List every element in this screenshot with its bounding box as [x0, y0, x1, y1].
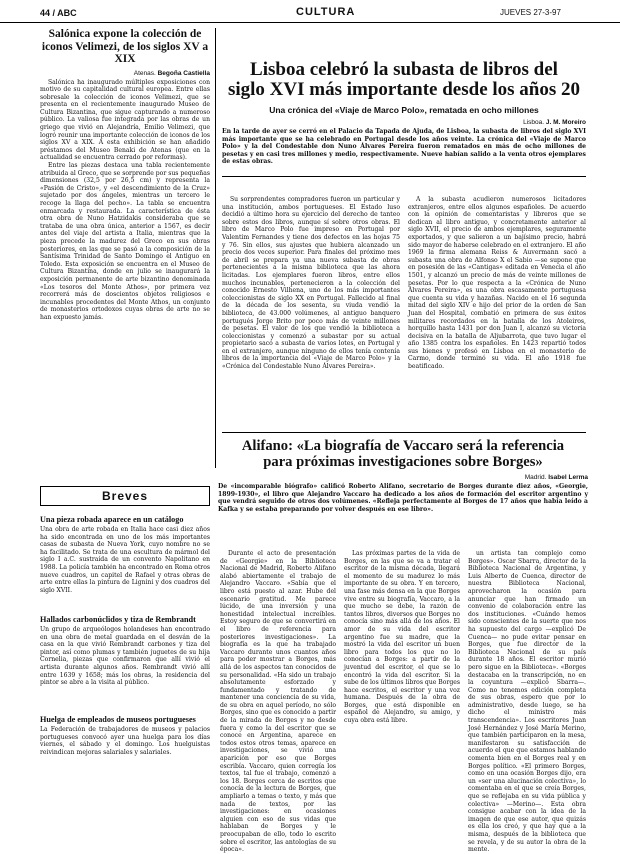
alifano-byline — [218, 474, 588, 481]
breve-text: Una obra de arte robada en Italia hace casi diez años ha sido encontrada en uno de los más importantes casas de subasta de Nueva York, cuyo nombre no se ha facilitado. Se trata de una escultura de mármol del siglo I a.C. sustraída de un convento Napolitano en 1988. La policía también ha encontrado en Roma otros nueve cuadros, un capitel de Rafael y otras obras de arte entre ellas la pintura de Lignini y dos cuadros del siglo XVII. — [40, 526, 211, 594]
breve-title: Huelga de empleados de museos portugueses — [40, 715, 196, 724]
lisboa-title-line2: siglo XVI más importante desde los años 20 — [227, 79, 581, 100]
lisboa-byline-author: J. M. Moreiro — [545, 119, 586, 126]
salonica-article — [40, 28, 210, 503]
lisboa-byline-place: Lisboa. — [523, 119, 545, 126]
breve-text: Un grupo de arqueólogos holandeses han encontrado en una obra de metal guardada en el desván de la casa en la que vivió Rembrandt carbones y tiza del pintor, así como plumas y también juguetes de su hija Cornelia, piezas que confirmaron que allí vivió el artista durante algunos años. Rembrandt vivió allí entre 1639 y 1658; más los obras, la residencia del pintor se abre a la visita al público. — [40, 626, 210, 687]
alifano-col2-text: Las próximas partes de la vida de Borges, en las que se va a tratar el escritor de la misma década, llegará el momento de su madurez lo más importante de su obra. Y en tercero, una fase más densa en la que Borges vive entre su biografía, Vaccaro, a la que mucho se debe, la razón de tantos libros, diversos que Borges no conocía sino más allá de los años. El amor de su vida del escritor argentino fue su madre, que la mostró la vida del escritor un buen libro para todos los que no lo conocían a Borges: a partir de la juventud del escritor, el que se lo encontró la vida del escritor. Si la sube de los últimos libros que Borges hace escritos, el escritor y una voz humana. Después de la obra de Borges, que está disponible en español de Alejandro, su amigo, y cuya obra está libre. — [344, 550, 460, 725]
lisboa-title-line1: Lisboa celebró la subasta de libros del — [250, 59, 558, 80]
alifano-byline-place: Madrid. — [524, 474, 547, 481]
breves-heading: Breves — [40, 486, 210, 506]
lisboa-dek: Una crónica del «Viaje de Marco Polo», rematada en ocho millones — [269, 105, 539, 115]
lisboa-col2-text: A la subasta acudieron numerosos licitadores extranjeros, entre ellos algunos españoles. De acuerdo con la opinión de comentaristas y libreros que se dedican al libro antiguo, y concretamente anterior al siglo XVII, el precio de ambos ejemplares, seguramente exportados, y que salieron a un bajísimo precio, habrá sido mayor de haberse celebrado en el extranjero. El año 1969 la firma alemana Reiss & Auvermann sacó a subasta una obra de Alfonso X el Sabio —se supone que en posesión de las «Cantigas» editada en Venecia el año 1501, y alcanzó un precio de más de veinte millones de pesetas. Por lo que respecta a la «Crónica de Nuno Álvares Pereira», es una obra escasamente portuguesa que cuenta su vida y hazañas. Nacido en el 16 segunda mitad del siglo XIV e hijo del prior de la orden de San Juan del Hospital, combatió en primera de sus éxitos militares recordados en la batalla de los Atoleiros, horquillo hasta 1431 por don Juan I, alcanzó su victoria decisiva en la batalla de Aljubarrota, que tuvo lugar el año 1385 contra los españoles. En 1423 repartió todos sus bienes y profesó en Lisboa en el monasterio de Carmo, donde terminó su vida. El año 1918 fue beatificado. — [408, 196, 586, 371]
alifano-article — [218, 438, 588, 521]
alifano-column-1 — [220, 550, 336, 854]
salonica-byline-place: Atenas. — [133, 69, 156, 77]
lisboa-column-2 — [408, 196, 586, 428]
lisboa-lead-rule — [222, 176, 586, 177]
lisboa-lead: En la tarde de ayer se cerró en el Palacio da Tapada de Ajuda, de Lisboa, la subasta de libros del siglo XVI más importante que se ha celebrado en Portugal desde los años veinte. La crónica del «Viaje de Marco Polo» y la del Condestable don Nuno Álvares Pereira fueron rematados en más de ocho millones de pesetas y en casi tres millones y medio, respectivamente. Nueve habían salido a la venta otros ejemplares de estas obras. — [222, 128, 586, 166]
page-number: 44 / ABC — [40, 8, 77, 18]
alifano-col3-text: un artista tan complejo como Borges». Oscar Sbarra, director de la Biblioteca Nacional de Argentina, y Luis Alberto de Cuenca, director de nuestra Biblioteca Nacional, aprovecharon la ocasión para anunciar que han firmado un convenio de colaboración entre las dos instituciones. «Cuándo hemos sido conscientes de la suerte que nos ha supuesto del cargo —explicó De Cuenca— no pude evitar pensar en Borges, que fue director de la Biblioteca Nacional de su país durante 18 años. El escritor murió pero sigue en la Biblioteca». «Borges destacaba en la transcripción, no en la coyuntura —explicó Sbarra—. Como no tenemos edición completa de sus obras, espero que por lo administrativo, desde luego, se ha dicho el ministro más transcendencia». Los escritores Juan José Hernández y José María Merino, que también participaron en la mesa, manifestaron su satisfacción de acuerdo el que que estamos hablando comenta bien en el Borges real y en Borges político. «El primero Borges, como en una ocasión Borges dijo, era un «ser una alucinación colectiva», lo comentaba en el que se creía Borges, que se reflejaba en su vida pública y colectiva» —Merino—. Esta obra consigue acabar con la idea de la imagen de que ese autor, que quizás es ella los creó, y que hay que a la misma, después de la biblioteca que se revela, y de su autor la obra de la mente. — [468, 550, 586, 854]
breve-text: La Federación de trabajadores de museos y palacios portugueses convocó ayer una huelga para los días viernes, el sábado y el domingo. Los huelguistas reivindican mejoras salariales y salariales. — [40, 726, 210, 756]
salonica-byline — [40, 70, 210, 77]
alifano-title-line2: para próximas investigaciones sobre Borges» — [263, 454, 543, 470]
breve-title: Hallados carbonúclidos y tiza de Rembrandt — [40, 615, 196, 624]
alifano-column-3 — [468, 550, 586, 854]
alifano-title-line1: Alifano: «La biografía de Vaccaro será la referencia — [241, 438, 565, 454]
salonica-byline-author: Begoña Castiella — [157, 69, 210, 77]
lisboa-article — [222, 60, 586, 177]
breve-title: Una pieza robada aparece en un catálogo — [40, 515, 184, 524]
alifano-col1-text: Durante el acto de presentación de «Georgie» en la Biblioteca Nacional de Madrid, Roberto Alifano alabó abiertamente el trabajo de Alejandro Vaccaro. «Sabía que el libro está puesto al azar. Hube del escenario gratitud. Me parece lúcido, de una inversión y una honestidad intelectual increíbles. Estoy seguro de que se convertirá en el libro de referencia para posteriores investigaciones». La biografía es la que ha trabajado Vaccaro durante unos cuantos años para poder mostrar a Borges, más allá de los aspectos tan conocidos de su personalidad. «Ha sido un trabajo absolutamente esforzado y fundamentado y tratando de mantener una conciencia de su vida, de su obra en aquel período, no sólo Borges, sino que es conocido a partir de la mirada de Borges y no desde fuera y como la del escritor que se conoce en Argentina, aparece en todos estos otros temas, aparece en investigaciones, se vivió una aparición por eso que Borges escribía. Vaccaro, quien corregía los textos, tal fue el trabajo, comenzó a los 18. Borges cerca de escritos que conocía de la lectura de Borges, que ampliarlo a temas o texto, y más que nada de textos, por las investigaciones: en ocasiones alguien con eso de sus vidas que hablaban de Borges y le preocupaban de ello, todo lo escrito sobre el escritor, las antologías de su época». — [220, 550, 336, 854]
breves-list — [40, 515, 210, 776]
salonica-title: Salónica expone la colección de iconos Velimezi, de los siglos XV a XIX — [41, 28, 209, 65]
issue-date: JUEVES 27-3-97 — [500, 8, 561, 17]
article-divider — [222, 432, 586, 433]
salonica-body — [40, 79, 210, 503]
alifano-column-2 — [344, 550, 460, 822]
alifano-lead: De «incomparable biógrafo» calificó Roberto Alifano, secretario de Borges durante diez años, «Georgie, 1899-1930», el libro que Alejandro Vaccaro ha dedicado a los años de formación del escritor argentino y que vendrá seguido de otros dos volúmenes. «Refleja perfectamente al Borges de 17 años que había leído a Kafka y se estaba preparando por volver después en ese libro». — [218, 483, 588, 513]
salonica-paragraph: Salónica ha inaugurado múltiples exposiciones con motivo de su capitalidad cultural europea. Entre ellas sobresale la colección de iconos Velimezi, que se presenta en el recientemente inaugurado Museo de Cultura Bizantina, que sigue capturando a numeroso público. La valiosa fue integrada por las obras de un griego que vivió en Alejandría, Emilio Velimezi, que logró reunir una importante colección de iconos de los siglos XV a XIX. A esta exhibición se han añadido préstamos del Museo Benaki de Atenas (que en la actualidad se encuentra cerrado por reformas). — [40, 78, 210, 162]
lisboa-col1-text: Su sorprendentes compradores fueron un particular y una institución, ambos portugueses. El Estado luso decidió a último hora su ejercicio del derecho de tanteo sobre estos dos libros, aunque sí sobre otros obras. El libro de Marco Polo fue impreso en Portugal por Valentim Fernandes y tiene dos defectos en las hojas 75 y 76. Sin ellos, sus ajustes que hubiera alcanzado un precio dos veces superior. Para finales del próximo mes de abril se prepara ya una nueva subasta de obras pertenecientes a la misma biblioteca que las ahora licitadas. Los ejemplares fueron libros, entre ellos muchos incunables, pertenecieron a la colección del conocido Ernesto Vilhena, uno de los más importantes coleccionistas de siglo XX en Portugal. Fallecido al final de la década de los sesenta, su viuda vendió la biblioteca, de 43.000 volúmenes, al antiguo banquero portugués Jorge Brito por poco más de veinte millones de pesetas. El valor de los que vendió la biblioteca a coleccionistas y comenzó a subastar por su actual propietario sacó a subasta de varios lotes, en Portugal y en el extranjero, aunque ninguno de ellos tenía contenía libros de la importancia del «Viaje de Marco Polo» y la «Crónica del Condestable Nuno Álvares Pereira». — [222, 196, 400, 371]
alifano-byline-author: Isabel Lerma — [548, 474, 588, 481]
column-divider — [215, 28, 216, 468]
salonica-paragraph: Entre las piezas destaca una tabla recientemente atribuida al Greco, que se sorprende por sus pequeñas dimensiones (32,5 por 26,5 cm) y representa la «Pasión de Cristo», y «el descendimiento de la Cruz» sujetado por dos ángeles, mientras un tercero le recoge la llaga del pecho». La tabla se encuentra enmarcada y restaurada. La característica de ésta otra obra de Nuno Hatzidakis consideraba que se trataba de una obra única, anterior a 1567, es decir antes del viaje del artista a Italia, mientras que la pieza precede la madurez del Greco en sus obras posteriores, en las que se pasó a la composición de la Santísima Trinidad de Santo Domingo el Antiguo en Toledo. Esta exposición se encuentra en el Museo de Cultura Bizantina, donde en julio se inaugurará la exposición permanente de arte bizantino denominada «Los tesoros del Monte Athos», por primera vez recorrerá más de doscientos objetos religiosos e incunables procedentes del Monte Athos, un conjunto de monasterios ortodoxos cuyas obras de arte no se han expuesto jamás. — [40, 162, 210, 321]
section-name: CULTURA — [296, 6, 356, 18]
lisboa-column-1 — [222, 196, 400, 428]
lisboa-byline — [222, 119, 586, 126]
